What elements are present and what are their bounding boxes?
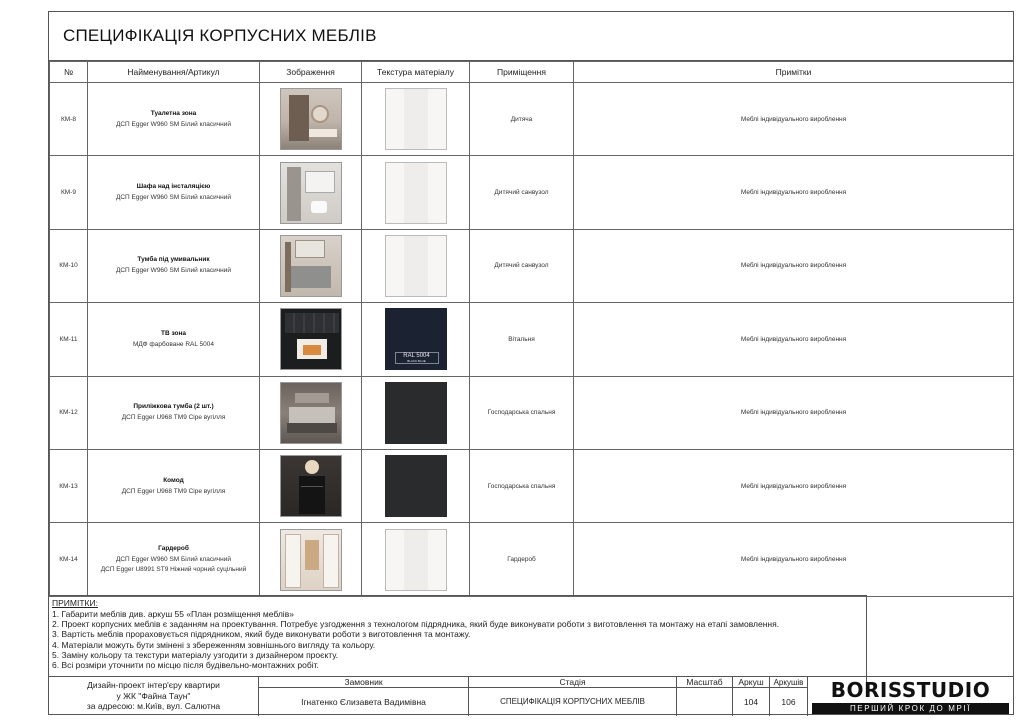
item-material: ДСП Egger U8991 ST9 Ніжний чорний суцільний <box>100 565 247 573</box>
title-block <box>49 676 1013 715</box>
header-room: Приміщення <box>470 62 574 83</box>
stage-label: Стадія <box>469 677 677 688</box>
texture-label <box>395 352 439 364</box>
row-code: КМ-9 <box>50 156 88 229</box>
specification-sheet <box>48 11 1014 715</box>
item-material: ДСП Egger W960 SM Білий класичний <box>115 267 232 275</box>
customer-value: Ігнатенко Єлизавета Вадимівна <box>259 688 469 716</box>
item-name: Туалетна зона <box>150 109 197 117</box>
row-note: Меблі індивідуального вироблення <box>574 376 1014 449</box>
page-title: СПЕЦИФІКАЦІЯ КОРПУСНИХ МЕБЛІВ <box>63 26 377 45</box>
dressing-table-photo <box>280 88 342 150</box>
row-image-cell <box>260 523 362 596</box>
row-code: КМ-13 <box>50 449 88 522</box>
header-num: № <box>50 62 88 83</box>
row-name-cell <box>88 229 260 302</box>
item-material: ДСП Egger U968 ТМ9 Сіре вугілля <box>121 414 226 422</box>
note-item: 1. Габарити меблів див. аркуш 55 «План розміщення меблів» <box>52 609 294 619</box>
row-name-cell <box>88 303 260 376</box>
project-line: у ЖК "Файна Таун" <box>116 690 191 701</box>
dark-texture-swatch <box>385 455 447 517</box>
row-image-cell <box>260 376 362 449</box>
sheets-label: Аркушів <box>770 677 808 688</box>
item-name: Тумба під умивальник <box>137 256 210 264</box>
wardrobe-photo <box>280 529 342 591</box>
row-room: Дитячий санвузол <box>470 229 574 302</box>
scale-value <box>677 688 733 716</box>
row-name-cell <box>88 449 260 522</box>
row-code: КМ-10 <box>50 229 88 302</box>
note-item: 6. Всі розміри уточнити по місцю після будівельно-монтажних робіт. <box>52 660 319 671</box>
row-image-cell <box>260 156 362 229</box>
table-row <box>50 83 1014 156</box>
row-note: Меблі індивідуального вироблення <box>574 523 1014 596</box>
row-room: Гардероб <box>470 523 574 596</box>
row-note: Меблі індивідуального вироблення <box>574 303 1014 376</box>
sheets-total: 106 <box>770 688 808 716</box>
header-image: Зображення <box>260 62 362 83</box>
row-room: Дитяча <box>470 83 574 156</box>
row-texture-cell <box>362 229 470 302</box>
white-texture-swatch <box>385 88 447 150</box>
scale-label: Масштаб <box>677 677 733 688</box>
item-name: ТВ зона <box>160 329 187 337</box>
white-texture-swatch <box>385 235 447 297</box>
table-row <box>50 156 1014 229</box>
customer-label: Замовник <box>259 677 469 688</box>
white-texture-swatch <box>385 162 447 224</box>
chest-of-drawers-photo <box>280 455 342 517</box>
row-code: КМ-12 <box>50 376 88 449</box>
table-row <box>50 376 1014 449</box>
specification-table <box>49 61 1014 597</box>
note-item: 4. Матеріали можуть бути змінені з збереженням зовнішнього вигляду та кольору. <box>52 639 376 650</box>
row-code: КМ-14 <box>50 523 88 596</box>
vanity-unit-photo <box>280 235 342 297</box>
row-image-cell <box>260 83 362 156</box>
row-name-cell <box>88 376 260 449</box>
logo-brand: BORISSTUDIO <box>830 678 991 702</box>
row-name-cell <box>88 83 260 156</box>
item-material: МДФ фарбоване RAL 5004 <box>132 340 214 348</box>
row-image-cell <box>260 449 362 522</box>
table-row <box>50 229 1014 302</box>
header-name: Найменування/Артикул <box>88 62 260 83</box>
row-texture-cell <box>362 449 470 522</box>
notes-section <box>49 595 867 684</box>
project-line: Дизайн-проект інтер'єру квартири <box>87 680 220 690</box>
row-texture-cell <box>362 156 470 229</box>
item-material: ДСП Egger W960 SM Білий класичний <box>115 120 232 128</box>
row-image-cell <box>260 229 362 302</box>
bedroom-photo <box>280 382 342 444</box>
item-material: ДСП Egger U968 ТМ9 Сіре вугілля <box>121 487 226 495</box>
row-texture-cell <box>362 303 470 376</box>
project-description <box>49 677 259 716</box>
item-material: ДСП Egger W960 SM Білий класичний <box>115 556 232 564</box>
row-code: КМ-11 <box>50 303 88 376</box>
row-note: Меблі індивідуального вироблення <box>574 449 1014 522</box>
note-item: 2. Проект корпусних меблів є заданням на проектування. Потребує узгодження з технологом підрядника, який буде виконувати роботи з виготовлення та монтажу на етапі замовлення. <box>52 619 780 630</box>
row-name-cell <box>88 523 260 596</box>
row-room: Вітальня <box>470 303 574 376</box>
bathroom-cabinet-photo <box>280 162 342 224</box>
row-room: Дитячий санвузол <box>470 156 574 229</box>
item-material: ДСП Egger W960 SM Білий класичний <box>115 194 232 202</box>
logo-tagline: ПЕРШИЙ КРОК ДО МРІЇ <box>812 703 1009 714</box>
white-texture-swatch <box>385 529 447 591</box>
sheet-label: Аркуш <box>733 677 770 688</box>
dark-texture-swatch <box>385 382 447 444</box>
item-name: Приліжкова тумба (2 шт.) <box>133 403 214 411</box>
row-note: Меблі індивідуального вироблення <box>574 83 1014 156</box>
item-name: Шафа над інсталяцією <box>136 183 211 191</box>
note-item: 5. Заміну кольору та текстури матеріалу узгодити з дизайнером проєкту. <box>52 649 339 660</box>
row-code: КМ-8 <box>50 83 88 156</box>
table-row <box>50 449 1014 522</box>
header-texture: Текстура матеріалу <box>362 62 470 83</box>
table-header-row <box>50 62 1014 83</box>
header-notes: Примітки <box>574 62 1014 83</box>
stage-value: СПЕЦИФІКАЦІЯ КОРПУСНИХ МЕБЛІВ <box>469 688 677 716</box>
studio-logo <box>808 677 1013 716</box>
row-room: Господарська спальня <box>470 449 574 522</box>
texture-label-main: RAL 5004 <box>403 353 430 360</box>
item-name: Комод <box>163 476 184 484</box>
row-image-cell <box>260 303 362 376</box>
row-note: Меблі індивідуального вироблення <box>574 156 1014 229</box>
notes-heading: ПРИМІТКИ: <box>52 598 98 608</box>
table-row <box>50 303 1014 376</box>
note-item: 3. Вартість меблів прораховується підрядником, який буде виконувати роботи з виготовлення та монтажу. <box>52 629 471 640</box>
row-room: Господарська спальня <box>470 376 574 449</box>
row-texture-cell <box>362 523 470 596</box>
texture-label-sub: BLACK BLUE <box>407 359 426 364</box>
row-texture-cell <box>362 376 470 449</box>
row-note: Меблі індивідуального вироблення <box>574 229 1014 302</box>
project-line: за адресою: м.Київ, вул. Салютна <box>86 701 221 711</box>
row-texture-cell <box>362 83 470 156</box>
table-row <box>50 523 1014 596</box>
item-name: Гардероб <box>158 545 189 553</box>
navy-texture-swatch <box>385 308 447 370</box>
row-name-cell <box>88 156 260 229</box>
tv-zone-photo <box>280 308 342 370</box>
sheet-number: 104 <box>733 688 770 716</box>
title-band <box>49 12 1013 61</box>
